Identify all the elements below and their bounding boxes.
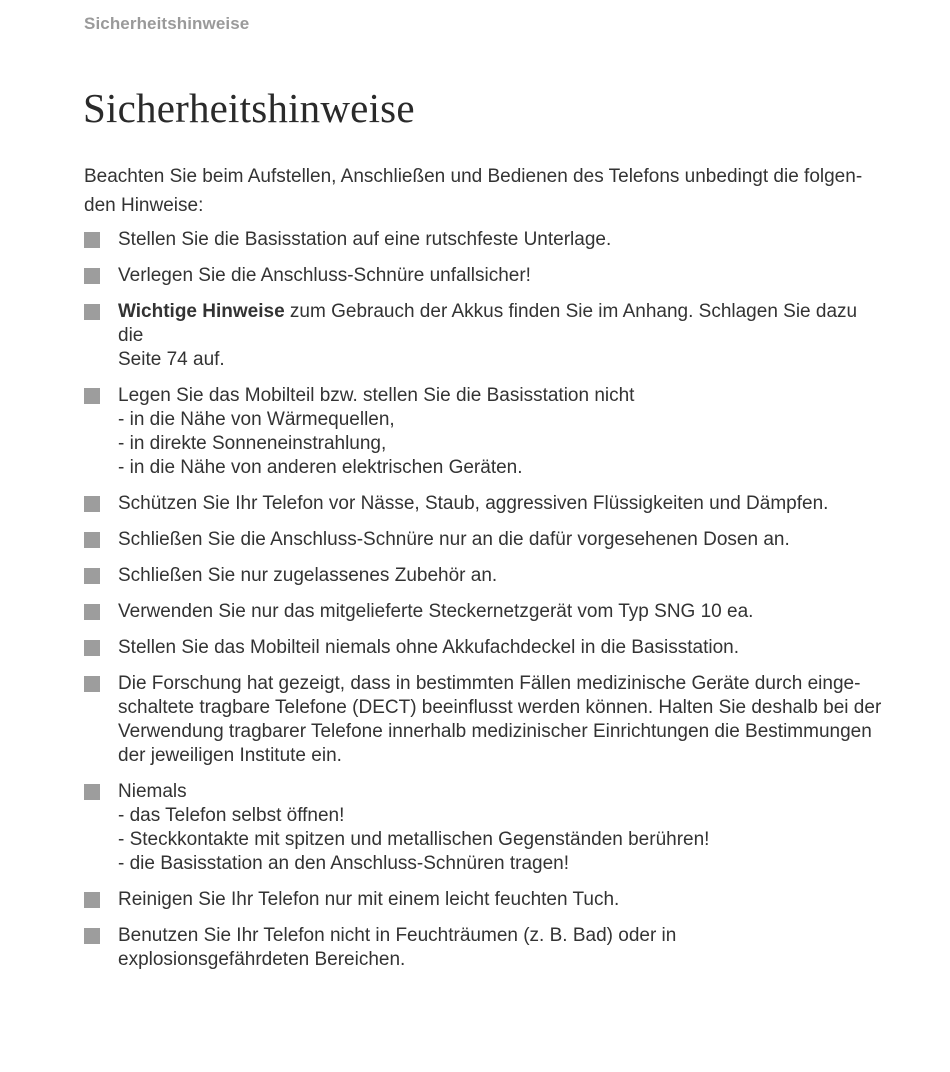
list-item: [84, 492, 884, 516]
list-item: [84, 672, 884, 768]
list-item-text: - in direkte Sonneneinstrahlung,: [118, 433, 387, 454]
bullet-square-icon: [84, 784, 100, 800]
list-item: [84, 300, 884, 372]
list-item: [84, 636, 884, 660]
list-item-text: Seite 74 auf.: [118, 349, 225, 370]
list-item-text: Stellen Sie die Basisstation auf eine rutschfeste Unterlage.: [118, 229, 612, 250]
list-item: [84, 264, 884, 288]
list-item-text: der jeweiligen Institute ein.: [118, 745, 342, 766]
bullet-square-icon: [84, 532, 100, 548]
intro-line: Beachten Sie beim Aufstellen, Anschließen und Bedienen des Telefons unbedingt die folgen-: [84, 166, 863, 187]
safety-instructions-list: [84, 228, 884, 984]
bullet-square-icon: [84, 892, 100, 908]
list-item-text: Niemals: [118, 781, 187, 802]
list-item-text: - die Basisstation an den Anschluss-Schnüren tragen!: [118, 853, 569, 874]
list-item: [84, 600, 884, 624]
bullet-square-icon: [84, 232, 100, 248]
bullet-square-icon: [84, 268, 100, 284]
list-item: [84, 384, 884, 480]
list-item-text: Verwendung tragbarer Telefone innerhalb medizinischer Einrichtungen die Bestimmungen: [118, 721, 872, 742]
page-title: Sicherheitshinweise: [83, 85, 415, 131]
bullet-square-icon: [84, 388, 100, 404]
list-item: [84, 564, 884, 588]
list-item-text: Verwenden Sie nur das mitgelieferte Steckernetzgerät vom Typ SNG 10 ea.: [118, 601, 754, 622]
list-item-text: Die Forschung hat gezeigt, dass in bestimmten Fällen medizinische Geräte durch einge-: [118, 673, 861, 694]
list-item-text: - das Telefon selbst öffnen!: [118, 805, 345, 826]
list-item-text: Verlegen Sie die Anschluss-Schnüre unfallsicher!: [118, 265, 531, 286]
list-item: [84, 228, 884, 252]
list-item-text: Schließen Sie die Anschluss-Schnüre nur an die dafür vorgesehenen Dosen an.: [118, 529, 790, 550]
list-item-text: - in die Nähe von anderen elektrischen Geräten.: [118, 457, 523, 478]
bullet-square-icon: [84, 496, 100, 512]
list-item-text: - Steckkontakte mit spitzen und metallischen Gegenständen berühren!: [118, 829, 710, 850]
list-item: [84, 924, 884, 972]
bullet-square-icon: [84, 304, 100, 320]
bullet-square-icon: [84, 928, 100, 944]
bullet-square-icon: [84, 640, 100, 656]
bullet-square-icon: [84, 676, 100, 692]
list-item-text: - in die Nähe von Wärmequellen,: [118, 409, 395, 430]
list-item-text: Schließen Sie nur zugelassenes Zubehör an.: [118, 565, 498, 586]
list-item: [84, 780, 884, 876]
intro-paragraph: [84, 162, 874, 220]
list-item: [84, 528, 884, 552]
list-item-text-continued: zum Gebrauch der Akkus finden Sie im Anhang. Schlagen Sie dazu die: [118, 301, 858, 346]
list-item: [84, 888, 884, 912]
running-header: Sicherheitshinweise: [84, 14, 250, 33]
intro-line: den Hinweise:: [84, 195, 204, 216]
list-item-text: Legen Sie das Mobilteil bzw. stellen Sie die Basisstation nicht: [118, 385, 635, 406]
list-item-text: schaltete tragbare Telefone (DECT) beeinflusst werden können. Halten Sie deshalb bei der: [118, 697, 882, 718]
bold-lead-text: Wichtige Hinweise: [118, 301, 285, 322]
bullet-square-icon: [84, 568, 100, 584]
list-item-text: Benutzen Sie Ihr Telefon nicht in Feuchträumen (z. B. Bad) oder in: [118, 925, 677, 946]
list-item-text: Schützen Sie Ihr Telefon vor Nässe, Staub, aggressiven Flüssigkeiten und Dämpfen.: [118, 493, 829, 514]
list-item-text: Stellen Sie das Mobilteil niemals ohne Akkufachdeckel in die Basisstation.: [118, 637, 740, 658]
list-item-text: explosionsgefährdeten Bereichen.: [118, 949, 406, 970]
list-item-text: [118, 300, 884, 348]
list-item-text: Reinigen Sie Ihr Telefon nur mit einem leicht feuchten Tuch.: [118, 889, 620, 910]
bullet-square-icon: [84, 604, 100, 620]
